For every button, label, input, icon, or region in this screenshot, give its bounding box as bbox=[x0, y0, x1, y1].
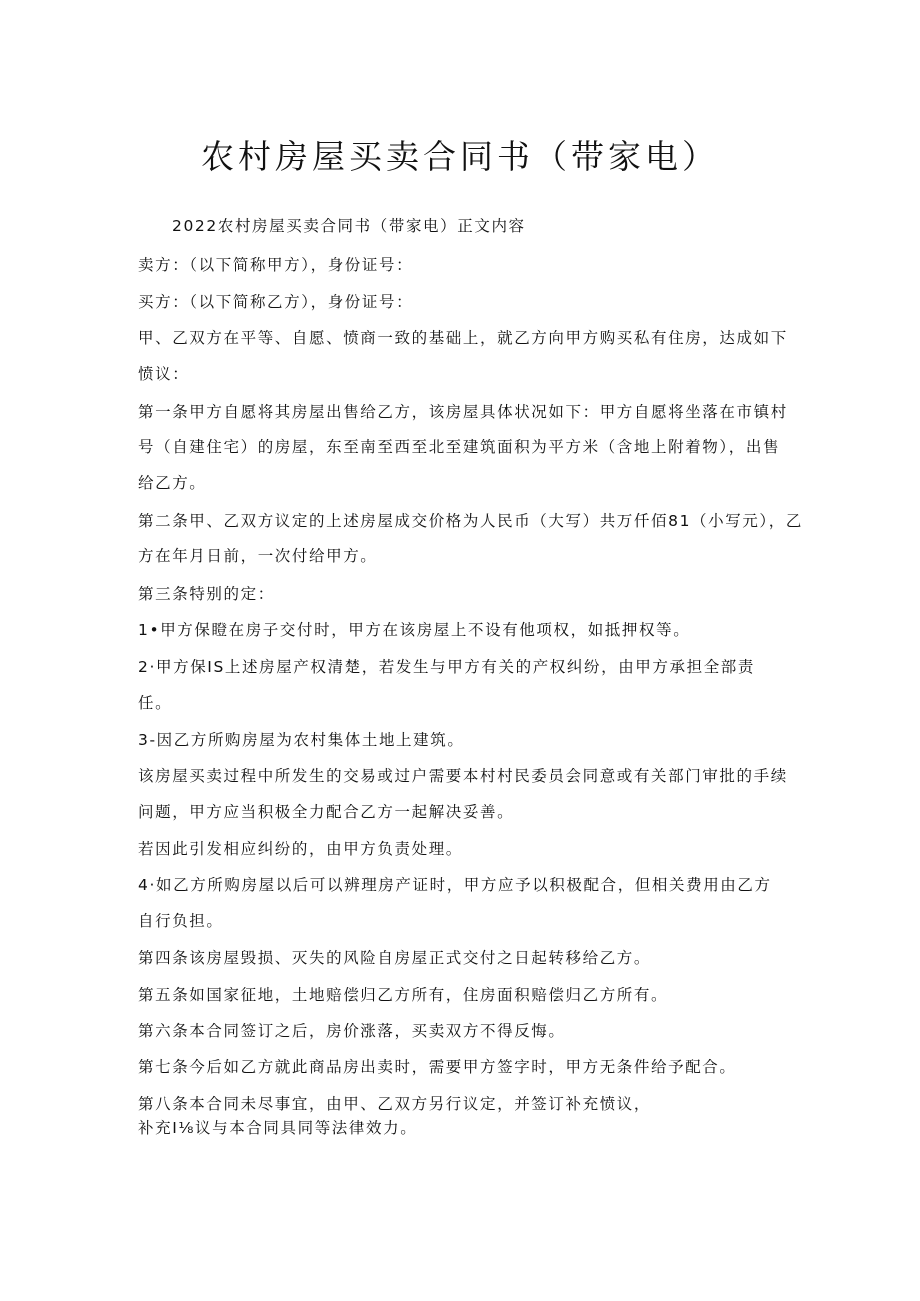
clause-3-dispute: 若因此引发相应纠纷的，由甲方负责处理。 bbox=[138, 840, 463, 858]
seller-line: 卖方：（以下简称甲方），身份证号： bbox=[138, 256, 414, 274]
article-6: 第六条本合同签订之后，房价涨落，买卖双方不得反悔。 bbox=[138, 1022, 566, 1040]
article-3-heading: 第三条特别的定： bbox=[138, 585, 275, 603]
article-8-line-1: 第八条本合同未尽事宜，由甲、乙双方另行议定，并签订补充愤议， bbox=[138, 1095, 652, 1113]
preamble-line-2: 愤议： bbox=[138, 365, 190, 383]
article-2-line-2: 方在年月日前，一次付给甲方。 bbox=[138, 547, 378, 565]
clause-2-line-1: 2·甲方保IS上述房屋产权清楚，若发生与甲方有关的产权纠纷，由甲方承担全部责 bbox=[138, 658, 756, 676]
clause-1: 1•甲方保瞪在房子交付时，甲方在该房屋上不设有他项权，如抵押权等。 bbox=[138, 621, 691, 639]
clause-3-detail-line-1: 该房屋买卖过程中所发生的交易或过户需要本村村民委员会同意或有关部门审批的手续 bbox=[138, 767, 788, 785]
buyer-line: 买方：（以下简称乙方），身份证号： bbox=[138, 293, 414, 311]
clause-3: 3-因乙方所购房屋为农村集体土地上建筑。 bbox=[138, 731, 465, 749]
clause-2-line-2: 任。 bbox=[138, 694, 173, 712]
document-title: 农村房屋买卖合同书（带家电） bbox=[201, 137, 719, 176]
clause-4-line-1: 4·如乙方所购房屋以后可以辨理房产证时，甲方应予以积极配合，但相关费用由乙方 bbox=[138, 876, 772, 894]
article-7: 第七条今后如乙方就此商品房出卖时，需要甲方签字时，甲方无条件给予配合。 bbox=[138, 1058, 737, 1076]
article-8-line-2: 补充I⅛议与本合同具同等法律效力。 bbox=[138, 1119, 418, 1137]
article-1-line-2: 号（自建住宅）的房屋，东至南至西至北至建筑面积为平方米（含地上附着物），出售 bbox=[138, 438, 781, 456]
article-2-line-1: 第二条甲、乙双方议定的上述房屋成交价格为人民币（大写）共万仟佰81（小写元），乙 bbox=[138, 512, 803, 530]
article-4: 第四条该房屋毁损、灭失的风险自房屋正式交付之日起转移给乙方。 bbox=[138, 949, 652, 967]
preamble-line-1: 甲、乙双方在平等、自愿、愤商一致的基础上，就乙方向甲方购买私有住房，达成如下 bbox=[138, 329, 788, 347]
clause-4-line-2: 自行负担。 bbox=[138, 912, 224, 930]
content-heading: 2022农村房屋买卖合同书（带家电）正文内容 bbox=[172, 217, 526, 235]
article-1-line-1: 第一条甲方自愿将其房屋出售给乙方，该房屋具体状况如下：甲方自愿将坐落在市镇村 bbox=[138, 403, 788, 421]
clause-3-detail-line-2: 问题，甲方应当积极全力配合乙方一起解决妥善。 bbox=[138, 803, 515, 821]
article-5: 第五条如国家征地，土地赔偿归乙方所有，住房面积赔偿归乙方所有。 bbox=[138, 986, 669, 1004]
article-1-line-3: 给乙方。 bbox=[138, 474, 207, 492]
